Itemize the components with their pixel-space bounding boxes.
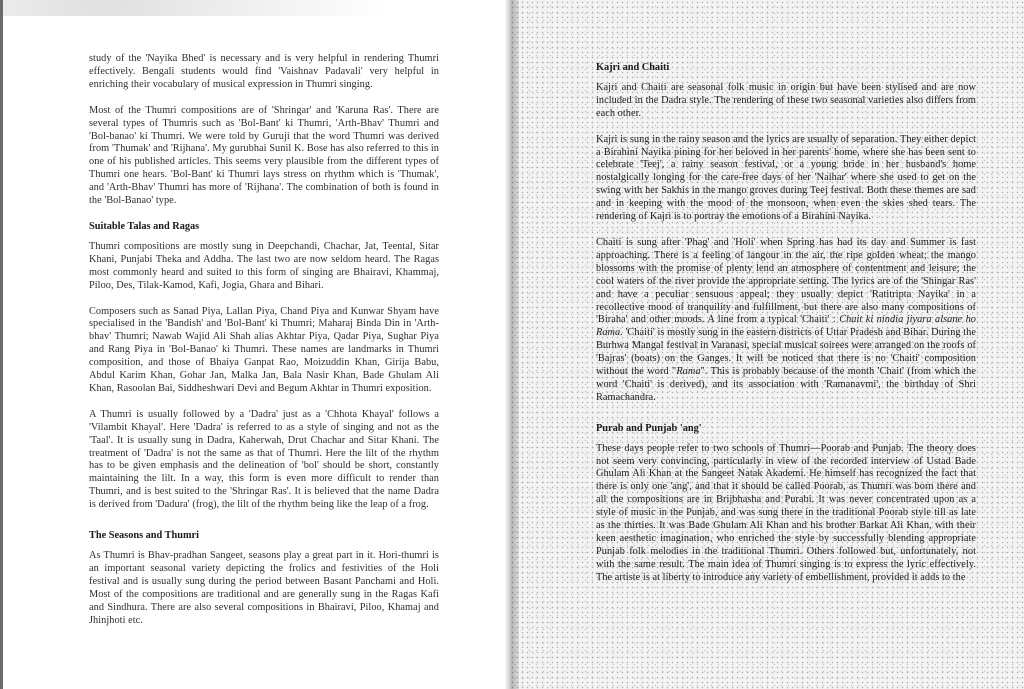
text-span: 'Chaiti' is mostly sung in the eastern districts of Uttar Pradesh and Bihar. During the Burhwa Mangal festival in Varanasi, special musical soirees were arranged on the roofs of 'Bajras' (boats) on the Ganges. It will be noticed that there is no 'Chaiti' composition without the word " [596,327,976,378]
section-heading-talas-ragas: Suitable Talas and Ragas [89,220,200,232]
text-span: ". This is probably because of the month 'Chait' (from which the word 'Chaiti' is derived), and its association with 'Ramanavmi', the birthday of Shri Ramachandra. [596,366,977,403]
paragraph: These days people refer to two schools of Thumri—Poorab and Punjab. The theory does not seem very convincing, particularly in view of the recorded interview of Ustad Bade Ghulam Ali Khan at the Sangeet Natak Akademi. He himself has recognized the fact that there is only one 'ang', and that it should be called Poorab, as Thumri was born there and all the compositions are in Brijbhasha and Purabi. It was never concentrated upon as a style of music in the Punjab, and was sung there in the traditional Poorab style till as late as the thirties. It was Bade Ghulam Ali Khan and his brother Barkat Ali Khan, with their keen aesthetic imagination, who enriched the style by successfully blending appropriate Punjab folk melodies in the traditional Thumri. Others followed but, unfortunately, not with the same result. The main idea of Thumri singing is to express the lyric effectively. The artiste is at liberty to introduce any variety of embellishment, provided it adds to the [596,442,976,583]
quoted-lyric: Chait ki nindia jiyara alsane ho Rama. [596,314,976,339]
paragraph: Kajri is sung in the rainy season and the lyrics are usually of separation. They either depict a Birahini Nayika pining for her beloved in her parents' home, where she has been sent to celebrate 'Teej', a rainy season festival, or a young bride in her husband's home nostalgically longing for the care-free days of her 'Naihar' where she used to get on the swing with her Sakhis in the mango groves during Teej festival. Both these themes are sad and in keeping with the mood of the monsoon, when even the skies shed tears. The rendering of Kajri is to portray the emotions of a Birahini Nayika. [596,133,976,223]
paragraph: Thumri compositions are mostly sung in Deepchandi, Chachar, Jat, Teental, Sitar Khani, Punjabi Theka and Addha. The last two are now seldom heard. The Ragas most commonly heard and suited to this form of singing are Bhairavi, Khammaj, Piloo, Des, Tilak-Kamod, Kafi, Jogia, Ghara and Bihari. [89,240,439,291]
section-heading-purab-punjab: Purab and Punjab 'ang' [596,422,702,434]
left-page [0,0,510,689]
paragraph: Kajri and Chaiti are seasonal folk music in origin but have been stylised and are now included in the Dadra style. The rendering of these two seasonal varieties also differs from each other. [596,81,976,119]
paragraph: A Thumri is usually followed by a 'Dadra' just as a 'Chhota Khayal' follows a 'Vilambit Khayal'. Here 'Dadra' is referred to as a style of singing and not as the 'Taal'. It is usually sung in Dadra, Kaherwah, Drut Chachar and Sitar Khani. The treatment of 'Dadra' is not the same as that of Thumri. Here the lilt of the rhythm has to be given emphasis and the delineation of 'bol' should be short, constantly maintaining the lilt. In a way, this form is even more difficult to render than Thumri, and is best suited to the 'Shringar Ras'. It is believed that the name Dadra is derived from 'Dadura' (frog), the lilt of the rhythm being like the leap of a frog. [89,408,439,511]
book-gutter [505,0,519,689]
emphasized-word: Rama [676,366,701,378]
left-page-text-column [89,53,439,627]
section-heading-seasons: The Seasons and Thumri [89,530,199,542]
paragraph: study of the 'Nayika Bhed' is necessary and is very helpful in rendering Thumri effectively. Bengali students would find 'Vaishnav Padavali' very helpful in enriching their vocabulary of musical expression in Thumri singing. [89,53,439,90]
paragraph-chaiti [596,237,976,405]
paragraph: Composers such as Sanad Piya, Lallan Piya, Chand Piya and Kunwar Shyam have specialised in the 'Bandish' and 'Bol-Bant' ki Thumri; Maharaj Binda Din in 'Arth-bhav' Thumri; Nawab Wajid Ali Shah alias Akhtar Piya, Qadar Piya, Sughar Piya and Rang Piya in 'Bol-Banao' ki Thumri. These names are landmarks in Thumri composition, and those of Bhaiya Ganpat Rao, Moizuddin Khan, Girija Babu, Abdul Karim Khan, Gohar Jan, Malka Jan, Bala Nasir Khan, Bade Ghulam Ali Khan, Rasoolan Bai, Siddheshwari Devi and Begum Akhtar in Thumri exposition. [89,305,439,394]
paragraph: Most of the Thumri compositions are of 'Shringar' and 'Karuna Ras'. There are several types of Thumris such as 'Bol-Bant' ki Thumri, 'Arth-Bhav' Thumri and 'Bol-banao' ki Thumri. We were told by Guruji that the word Thumri was derived from 'Thumak' and 'Rijhana'. My gurubhai Sunil K. Bose has also referred to this in one of his published articles. This seems very plausible from the different types of Thumri one hears. 'Bol-Bant' ki Thumri lays stress on rhythm which is 'Thumak', and 'Arth-Bhav' Thumri has more of 'Rijhana'. The combination of both is found in the 'Bol-Banao' type. [89,104,439,207]
section-heading-kajri-chaiti: Kajri and Chaiti [596,62,670,73]
right-page-text-column [596,58,976,585]
paragraph: As Thumri is Bhav-pradhan Sangeet, seasons play a great part in it. Hori-thumri is an important seasonal variety depicting the frolics and festivities of the Holi festival and is usually sung during the period between Basant Panchami and Holi. Most of the compositions are traditional and are generally sung in the Ragas Kafi and Sindhura. There are also several compositions in Bhairavi, Piloo, Khamaj and Jhinjhoti etc. [89,550,439,626]
text-span: Chaiti is sung after 'Phag' and 'Holi' when Spring has had its day and Summer is fast approaching. There is a feeling of langour in the air, the ripe golden wheat; the mango blossoms with the promise of plenty lend an atmosphere of contentment and leisure; the cool waters of the river provide the appropriate setting. The lyrics are of the 'Shingar Ras' and have a peculiar sensuous appeal; they usually depict 'Ratitripta Nayika' in a recollective mood of tranquility and fulfillment, but there are also many compositions of 'Biraha' and other moods. A line from a typical 'Chaiti' : [596,236,976,326]
